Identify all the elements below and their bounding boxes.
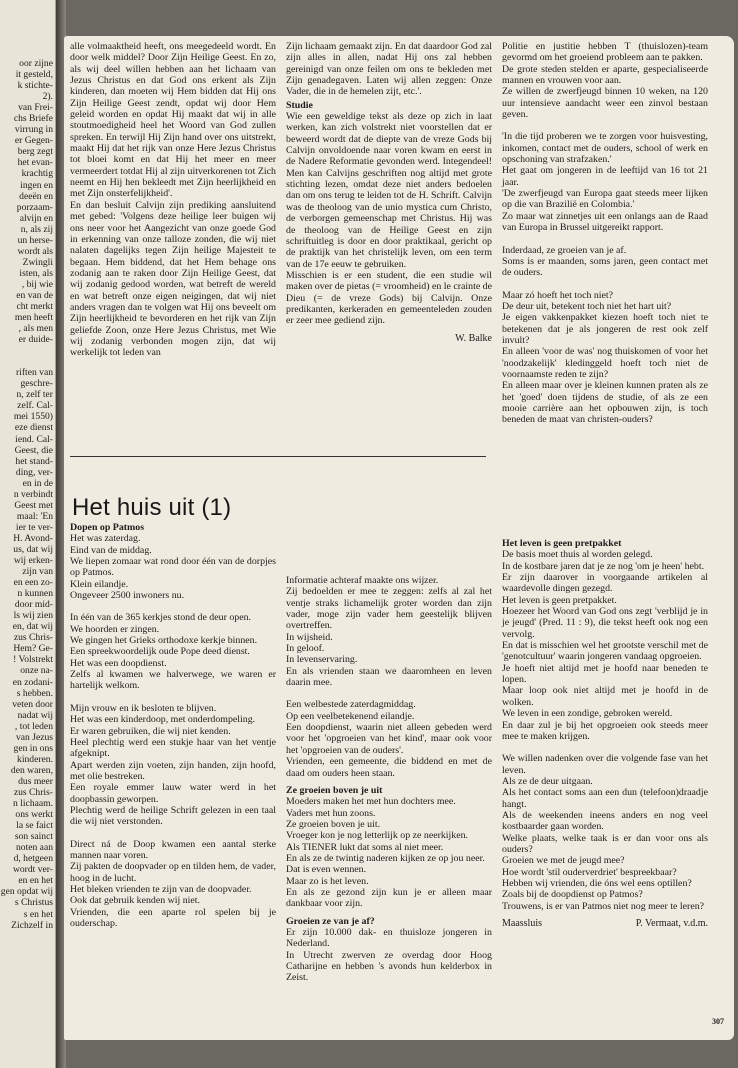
text-line: ! Volstrekt	[13, 654, 53, 666]
column-2-lines-c	[286, 927, 492, 984]
text-line: Geest met	[14, 499, 53, 511]
text-line: Direct ná de Doop kwamen een aantal sterke mannen naar voren.	[70, 838, 276, 861]
text-line: wij erken-	[13, 555, 53, 567]
text-line: Zwingli	[22, 256, 53, 268]
text-line: gen in ons	[13, 742, 53, 754]
text-line: n, als zij	[20, 223, 53, 235]
top-article-column-1	[70, 41, 276, 359]
text-line: van Frei-	[18, 102, 53, 114]
text-line: er duide-	[18, 334, 53, 346]
text-line: cht merkt	[16, 301, 53, 313]
article-byline	[502, 918, 708, 929]
text-line: onze na-	[20, 665, 53, 677]
article-divider-rule	[70, 456, 486, 457]
text-line: En alleen 'voor de was' nog thuiskomen of voor het 'noodzakelijk' kledinggeld hoeft toch niet de voornaamste reden te zijn?	[502, 346, 708, 380]
text-line: En alleen maar over je kleinen kunnen praten als ze het 'goed' doen tijdens de studie, of als ze een mooie carrière aan het opbouwen zijn, is toch beneden de maat van christen-ouders?	[502, 380, 708, 426]
text-line: van Jezus	[15, 731, 53, 743]
text-line: Het was een doopdienst.	[70, 657, 167, 669]
text-line: s en het	[23, 908, 53, 920]
text-line: Moeders maken het met hun dochters mee.	[286, 796, 456, 808]
subheading-ze-groeien-boven-je-uit: Ze groeien boven je uit	[286, 784, 383, 796]
text-line: riften van	[15, 367, 53, 379]
text-line: wordt als	[17, 245, 53, 257]
bottom-article-column-2	[286, 575, 492, 984]
text-line: Maar loop ook niet altijd met je hoofd in de wolken.	[502, 685, 708, 708]
text-line: Vrienden, een gemeente, die biddend en met de daad om ouders heen staan.	[286, 756, 492, 779]
text-line: chs Briefe	[13, 113, 53, 125]
text-line: Geest, die	[14, 444, 53, 456]
text-line: Maar zó hoeft het toch niet?	[502, 289, 614, 301]
text-line: Het was een kinderdoop, met onderdompeling.	[70, 714, 256, 726]
text-line: Ongeveer 2500 inwoners nu.	[70, 590, 185, 602]
text-line: alvijn en	[19, 212, 53, 224]
text-line: Hoe wordt 'stil ouderverdriet' bespreekbaar?	[502, 866, 677, 878]
text-line: geschre-	[20, 378, 53, 390]
paragraph-gap	[502, 120, 708, 131]
text-line: En als ze de twintig naderen kijken ze op jou neer.	[286, 852, 485, 864]
text-line: Informatie achteraf maakte ons wijzer.	[286, 575, 439, 586]
text-line: Klein eilandje.	[70, 578, 129, 590]
text-line: En daar zul je bij het opgroeien ook steeds meer mee te maken krijgen.	[502, 719, 708, 742]
paragraph: Wie een geweldige tekst als deze op zich in laat werken, kan zich volstrekt niet voorstellen dat er beweerd wordt dat de diepte van de vreze Gods bij Calvijn onvoldoende naar voren kwam en eerst in de Nadere Reformatie gevonden werd. Integendeel! Men kan Calvijns geschriften nog altijd met grote stichting lezen, omdat deze niet anders bedoelen dan om ons terug te leiden tot de H. Schrift. Calvijn was de theoloog van de unio mystica cum Christo, de verborgen gemeenschap met Christus. Hij was de theoloog van de Heilige Geest en zijn schriftuitleg is door en door praktikaal, gericht op de praktijk van het christelijk leven, om een term van de 17e eeuw te gebruiken.	[286, 111, 492, 270]
text-line: het evan-	[17, 157, 53, 169]
text-line: Een welbestede zaterdagmiddag.	[286, 699, 416, 711]
text-line: Het was zaterdag.	[70, 533, 141, 545]
text-line: en zodani-	[12, 676, 53, 688]
text-line: veten door	[12, 698, 53, 710]
text-line: Een royale emmer lauw water werd in het doopbassin geworpen.	[70, 782, 276, 805]
text-line: In de kostbare jaren dat je ze nog 'om je heen' hebt.	[502, 560, 705, 572]
text-line: Soms is er maanden, soms jaren, geen contact met de ouders.	[502, 255, 708, 279]
text-line: us, dat wij	[13, 543, 53, 555]
column-3-lines	[502, 549, 708, 912]
text-line: , als men	[18, 323, 53, 335]
text-line: , tot leden	[14, 720, 53, 732]
text-line: Eind van de middag.	[70, 544, 152, 556]
byline-place: Maassluis	[502, 918, 542, 929]
text-line: Ze willen de zwerfjeugd binnen 10 weken, na 120 uur intensieve aandacht weer een zinvol bestaan geven.	[502, 86, 708, 121]
text-line: Inderdaad, ze groeien van je af.	[502, 244, 627, 256]
text-line: zijn van	[22, 566, 53, 578]
text-line: We hoorden er zingen.	[70, 623, 160, 635]
text-line: eze dienst	[14, 422, 53, 434]
text-line: Ze groeien boven je uit.	[286, 818, 381, 830]
paragraph-gap	[502, 279, 708, 290]
subheading-dopen-op-patmos: Dopen op Patmos	[70, 522, 145, 533]
text-line: We liepen zomaar wat rond door één van de dorpjes op Patmos.	[70, 556, 276, 579]
text-line: Je eigen vakkenpakket kiezen hoeft toch niet te betekenen dat je als jongeren de rest ook zelf invult?	[502, 312, 708, 346]
column-1-lines	[70, 533, 276, 929]
left-page-fragment	[0, 0, 56, 1068]
text-line: mei 1550)	[13, 411, 53, 423]
text-line: De grote steden stelden er aparte, gespecialiseerde mannen en vrouwen voor aan.	[502, 63, 708, 87]
text-line: In één van de 365 kerkjes stond de deur open.	[70, 612, 251, 624]
magazine-page	[64, 36, 734, 1040]
text-line: oor zijne	[19, 58, 53, 69]
text-line: Vroeger kon je nog letterlijk op ze neerkijken.	[286, 830, 469, 842]
text-line: k stichte-	[17, 80, 53, 92]
text-line: it gesteld,	[15, 69, 53, 81]
text-line: H. Avond-	[13, 532, 53, 544]
text-line: En als vrienden staan we daaromheen en leven daarin mee.	[286, 665, 492, 689]
text-line: son sainct	[14, 831, 53, 843]
text-line: maal: 'En	[16, 510, 53, 522]
text-line: Politie en justitie hebben T (thuislozen)-team gevormd om het groeiend probleem aan te pakken.	[502, 41, 708, 64]
subheading-groeien-ze-van-je-af: Groeien ze van je af?	[286, 915, 375, 927]
text-line: Apart werden zijn voeten, zijn handen, zijn hoofd, met olie bestreken.	[70, 759, 276, 782]
text-line: In geloof.	[286, 643, 325, 655]
text-line: en, dat wij	[12, 621, 53, 633]
text-line: Er zijn daarover in voorgaande artikelen al waardevolle dingen gezegd.	[502, 572, 708, 595]
text-line: en en het	[18, 875, 53, 887]
text-line: Trouwens, is er van Patmos niet nog meer te leren?	[502, 900, 705, 912]
paragraph-gap	[70, 828, 276, 839]
text-line: De deur uit, betekent toch niet het hart uit?	[502, 300, 672, 312]
text-line: deeën en	[19, 190, 53, 202]
text-line: ons werkt	[15, 809, 53, 821]
text-line: Zij pakten de doopvader op en tilden hem, de vader, hoog in de lucht.	[70, 861, 276, 884]
text-line: door mid-	[14, 599, 53, 611]
text-line: En als ze gezond zijn kun je er alleen maar dankbaar voor zijn.	[286, 886, 492, 910]
text-line: ier te ver-	[15, 521, 53, 533]
text-line: Als de weekenden ineens anders en nog veel kostbaarder gaan worden.	[502, 809, 708, 833]
text-line: s hebben.	[16, 687, 53, 699]
text-line: Op een veelbetekenend eilandje.	[286, 710, 415, 722]
text-line: Als TIENER lukt dat soms al niet meer.	[286, 841, 444, 853]
text-line: Zichzelf in	[11, 919, 53, 931]
text-line: n lichaam.	[13, 798, 53, 810]
text-line: un herse-	[17, 234, 53, 246]
text-line: 2).	[42, 91, 53, 103]
paragraph-gap	[70, 601, 276, 612]
bottom-article-column-3	[502, 522, 708, 929]
paragraph-gap	[0, 345, 53, 356]
text-line: zelf. Cal-	[17, 400, 53, 412]
text-line: kinderen.	[17, 753, 53, 765]
text-line: Zelfs al kwamen we halverwege, we waren er hartelijk welkom.	[70, 669, 276, 692]
text-line: berg zegt	[17, 146, 53, 158]
text-line: In wijsheid.	[286, 631, 333, 643]
text-line: Maar zo is het leven.	[286, 875, 369, 887]
text-line: gen opdat wij	[0, 886, 53, 898]
text-line: n, zelf ter	[16, 389, 53, 401]
text-line: virrung in	[14, 124, 53, 136]
paragraph-gap	[0, 356, 53, 367]
text-line: Hoezeer het Woord van God ons zegt 'verblijd je in je jeugd' (Pred. 11 : 9), die tekst heeft ook nog een vervolg.	[502, 606, 708, 640]
text-line: En dat is misschien wel het grootste verschil met de 'genotcultuur' waarin jongeren vandaag opgroeien.	[502, 640, 708, 663]
text-line: Het gaat om jongeren in de leeftijd van 16 tot 21 jaar.	[502, 165, 708, 188]
text-line: We willen nadenken over die volgende fase van het leven.	[502, 753, 708, 776]
text-line: We gingen het Grieks orthodoxe kerkje binnen.	[70, 635, 258, 647]
text-line: n kunnen	[17, 588, 53, 600]
text-line: Ook dat gebruik kenden wij niet.	[70, 895, 200, 907]
byline-author: P. Vermaat, v.d.m.	[635, 918, 708, 929]
text-line: In Utrecht zwerven ze overdag door Hoog Catharijne en hebben 's avonds hun kelderbox in Zeist.	[286, 949, 492, 984]
column-2-lines-b	[286, 796, 492, 909]
text-line: , bij wie	[21, 278, 53, 290]
text-line: n verbindt	[13, 488, 53, 500]
text-line: Hem? Ge-	[13, 643, 53, 655]
text-line: Je hoeft niet altijd met je hoofd naar beneden te lopen.	[502, 662, 708, 686]
column-2-lines-a	[286, 575, 492, 779]
text-line: Als het contact soms aan een dun (telefoon)draadje hangt.	[502, 787, 708, 810]
text-line: nadat wij	[17, 709, 53, 721]
paragraph-gap	[286, 688, 492, 699]
paragraph: Zijn lichaam gemaakt zijn. En dat daardoor God zal zijn alles in allen, nadat Hij ons zal hebben gereinigd van onze feilen om ons te bekleden met Zijn genadegaven. Laten wij allen zeggen: Onze Vader, die in de hemelen zijt, etc.'.	[286, 41, 492, 98]
text-line: In levenservaring.	[286, 654, 358, 666]
text-line: Plechtig werd de heilige Schrift gelezen in een taal die wij niet verstonden.	[70, 804, 276, 828]
text-line: Heel plechtig werd een stukje haar van het ventje afgeknipt.	[70, 736, 276, 760]
text-line: Vaders met hun zoons.	[286, 807, 376, 819]
paragraph: En dan besluit Calvijn zijn prediking aansluitend met gebed: 'Volgens deze heilige leer buigen wij ons neer voor het Aangezicht van onze goede God in erkenning van onze talloze zonden, die wij niet nalaten dagelijks tegen Zijn heilige Majesteit te begaan. Hem biddend, dat het Hem behage ons zodanig aan te raken door Zijn Heilige Geest, dat wij zodanig gedood worden, wat betreft de wereld en wat betreft onze eigen neigingen, dat wij niet anders vragen dan te volgen wat Hij ons beveelt om Zijn heerlijkheid te bevorderen en het rijk van Zijn geliefde Zoon, onze Here Jezus Christus, met Wie wij zodanig verbonden mogen zijn, dat wij werkelijk tot leden van	[70, 199, 276, 359]
text-line: men heeft	[14, 312, 53, 324]
top-article-column-2	[286, 41, 492, 344]
text-line: porzaam-	[16, 201, 53, 213]
text-line: Welke plaats, welke taak is er dan voor ons als ouders?	[502, 832, 708, 855]
author-signature: W. Balke	[455, 332, 492, 344]
paragraph-gap	[70, 692, 276, 703]
text-line: Mijn vrouw en ik besloten te blijven.	[70, 702, 217, 714]
text-line: wordt ver-	[12, 864, 53, 876]
text-line: er Gegen-	[14, 135, 53, 147]
text-line: Zoals bij de doopdienst op Patmos?	[502, 889, 643, 901]
text-line: Dat is even wennen.	[286, 864, 367, 876]
bottom-article-column-1	[70, 522, 276, 929]
column-3-upper	[502, 41, 708, 426]
text-line: het stand-	[15, 455, 53, 467]
subheading-het-leven-is-geen-pretpakket: Het leven is geen pretpakket	[502, 538, 622, 549]
text-line: De basis moet thuis al worden gelegd.	[502, 549, 653, 561]
text-line: den waren,	[10, 764, 53, 776]
article-title: Het huis uit (1)	[72, 494, 232, 521]
paragraph-gap	[502, 234, 708, 245]
text-line: Zij bedoelden er mee te zeggen: zelfs al zal het ventje straks lichamelijk groter worden dan zijn vader, moge zijn vader hem geestelijk blijven overtreffen.	[286, 586, 492, 632]
subheading-studie: Studie	[286, 99, 313, 111]
text-line: la se faict	[16, 820, 53, 832]
text-line: Zo maar wat zinnetjes uit een onlangs aan de Raad van Europa in Brussel uitgereikt rapport.	[502, 210, 708, 234]
left-page-text-column	[0, 58, 53, 931]
text-line: isten, als	[19, 267, 53, 279]
text-line: ingen en	[20, 179, 53, 191]
text-line: Er waren gebruiken, die wij niet kenden.	[70, 725, 231, 737]
text-line: 'In die tijd proberen we te zorgen voor huisvesting, inkomen, contact met de ouders, school of werk en opschoning van strafzaken.'	[502, 131, 708, 166]
text-line: We leven in een zondige, gebroken wereld.	[502, 708, 673, 720]
text-line: ding, ver-	[15, 466, 53, 478]
paragraph-gap	[502, 742, 708, 753]
page-number: 307	[712, 1017, 724, 1026]
text-line: zus Chris-	[13, 632, 53, 644]
text-line: Als ze de deur uitgaan.	[502, 775, 593, 787]
text-line: en van de	[16, 289, 53, 301]
text-line: Het bleken vrienden te zijn van de doopvader.	[70, 883, 252, 895]
text-line: d, hetgeen	[13, 853, 53, 865]
text-line: s Christus	[14, 897, 53, 909]
text-line: dus meer	[18, 775, 53, 787]
text-line: Het leven is geen pretpakket.	[502, 594, 617, 606]
text-line: Groeien we met de jeugd mee?	[502, 855, 625, 867]
text-line: Hebben wij vrienden, die óns wel eens optillen?	[502, 877, 692, 889]
text-line: Er zijn 10.000 dak- en thuisloze jongeren in Nederland.	[286, 926, 492, 950]
text-line: en in de	[22, 477, 53, 489]
text-line: en een zo-	[13, 577, 53, 589]
text-line: ls wij zien	[13, 610, 53, 622]
text-line: Een spreekwoordelijk oude Pope deed dienst.	[70, 646, 250, 658]
text-line: noten aan	[15, 842, 53, 854]
text-line: zus Chris-	[13, 787, 53, 798]
text-line: iend. Cal-	[15, 433, 53, 445]
paragraph: Misschien is er een student, die een studie wil maken over de pietas (= vroomheid) en le crainte de Dieu (= de vreze Gods) bij Calvijn. Onze predikanten, kerkeraden en gemeenteleden zouden er zeer mee gediend zijn.	[286, 269, 493, 327]
paragraph: alle volmaaktheid heeft, ons meegedeeld wordt. En door welk middel? Door Zijn Heilige Geest. En zo, als wij deel willen hebben aan het lichaam van Jezus Christus en dat God ons erkent als Zijn kinderen, dan moeten wij Hem bidden dat Hij ons Zijn Heilige Geest zendt, opdat wij door Hem geleid worden en opdat Hij maakt dat wij in alle stoutmoedigheid heel het Woord van God zullen spreken. En terwijl Hij Zijn hand over ons uitstrekt, maakt Hij dat het rijk van onze Here Jezus Christus tot bloei komt en dat Hij het meer en meer vermeerdert totdat Hij al zijn uitverkorenen tot Zich neemt en Hij hen bekleedt met Zijn heerlijkheid en met Zijn onsterfelijkheid'.	[70, 41, 276, 200]
text-line: Vrienden, die een aparte rol spelen bij je ouderschap.	[70, 906, 276, 929]
text-line: Een doopdienst, waarin niet alleen gebeden werd voor het 'opgroeien van het kind', maar ook voor het 'opgroeien van de ouders'.	[286, 722, 492, 756]
text-line: krachtig	[21, 168, 53, 180]
text-line: 'De zwerfjeugd van Europa gaat steeds meer lijken op die van Brazilië en Colombia.'	[502, 188, 708, 211]
